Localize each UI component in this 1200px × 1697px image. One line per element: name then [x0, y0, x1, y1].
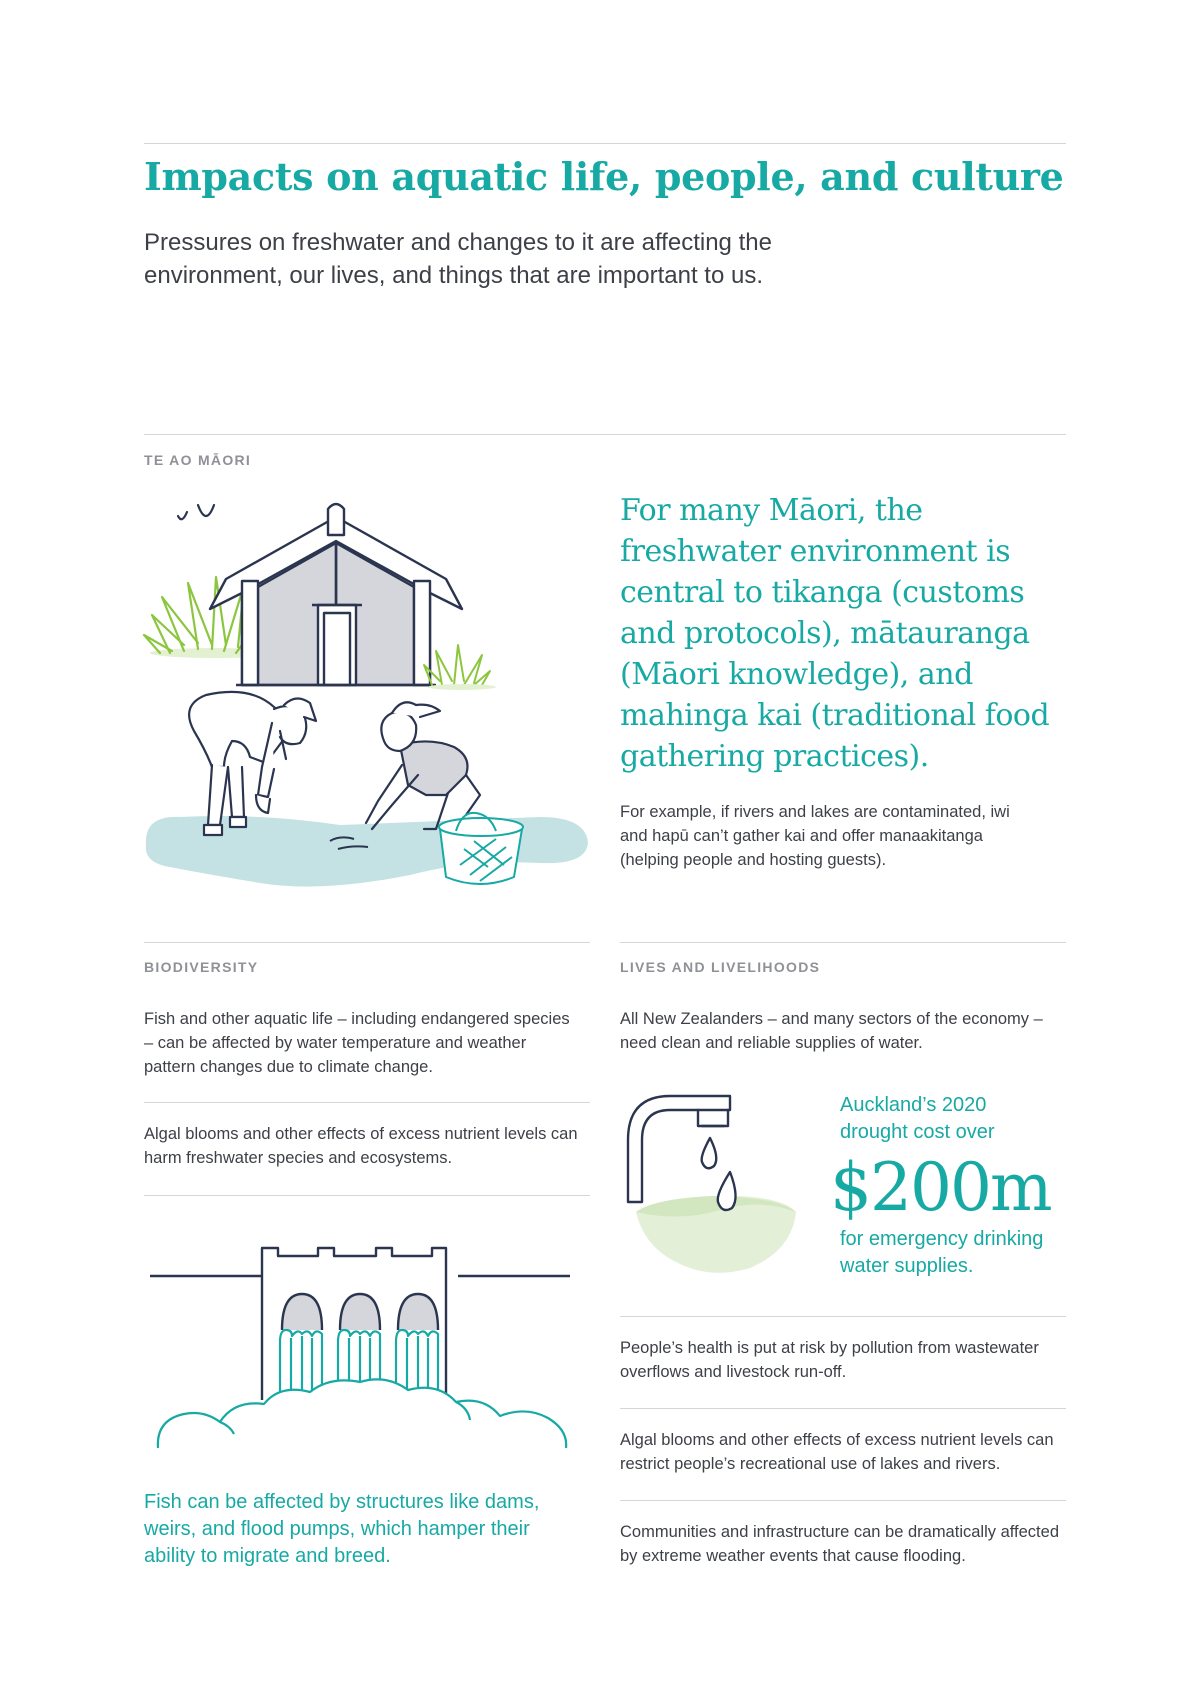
page-intro: Pressures on freshwater and changes to it are affecting the environment, our lives, and things that are important to us. [144, 229, 772, 289]
lives-rule-3 [620, 1408, 1066, 1409]
page-title: Impacts on aquatic life, people, and culture [144, 154, 1064, 199]
te-ao-maori-headline: For many Māori, the freshwater environment is central to tikanga (customs and protocols), mātauranga (Māori knowledge), and mahinga kai (traditional food gathering practices). [620, 493, 1050, 774]
stat-value: $200m [830, 1149, 1051, 1226]
top-rule [144, 143, 1066, 144]
lives-para-4: Communities and infrastructure can be dramatically affected by extreme weather events that cause flooding. [620, 1523, 1059, 1565]
marae-illustration [140, 495, 600, 915]
biodiversity-rule-2 [144, 1102, 590, 1103]
biodiversity-rule [144, 942, 590, 943]
stat-pre-text: Auckland’s 2020 drought cost over [840, 1094, 995, 1143]
lives-rule-2 [620, 1316, 1066, 1317]
biodiversity-callout: Fish can be affected by structures like dams, weirs, and flood pumps, which hamper their ability to migrate and breed. [144, 1491, 540, 1567]
te-ao-maori-body: For example, if rivers and lakes are contaminated, iwi and hapū can’t gather kai and offer manaakitanga (helping people and hosting guests). [620, 803, 1010, 869]
lives-rule [620, 942, 1066, 943]
te-ao-maori-rule [144, 434, 1066, 435]
biodiversity-para-2: Algal blooms and other effects of excess nutrient levels can harm freshwater species and ecosystems. [144, 1125, 578, 1167]
biodiversity-para-1: Fish and other aquatic life – including endangered species – can be affected by water temperature and weather pattern changes due to climate change. [144, 1010, 570, 1076]
lives-label: LIVES AND LIVELIHOODS [620, 959, 821, 975]
te-ao-maori-label: TE AO MĀORI [144, 452, 252, 468]
tap-illustration [620, 1090, 820, 1280]
dam-illustration [150, 1230, 570, 1455]
biodiversity-label: BIODIVERSITY [144, 959, 259, 975]
lives-para-2: People’s health is put at risk by pollution from wastewater overflows and livestock run-off. [620, 1339, 1039, 1381]
lives-rule-4 [620, 1500, 1066, 1501]
lives-para-3: Algal blooms and other effects of excess nutrient levels can restrict people’s recreational use of lakes and rivers. [620, 1431, 1054, 1473]
stat-post-text: for emergency drinking water supplies. [840, 1228, 1044, 1277]
lives-para-1: All New Zealanders – and many sectors of the economy – need clean and reliable supplies of water. [620, 1010, 1043, 1052]
biodiversity-rule-3 [144, 1195, 590, 1196]
